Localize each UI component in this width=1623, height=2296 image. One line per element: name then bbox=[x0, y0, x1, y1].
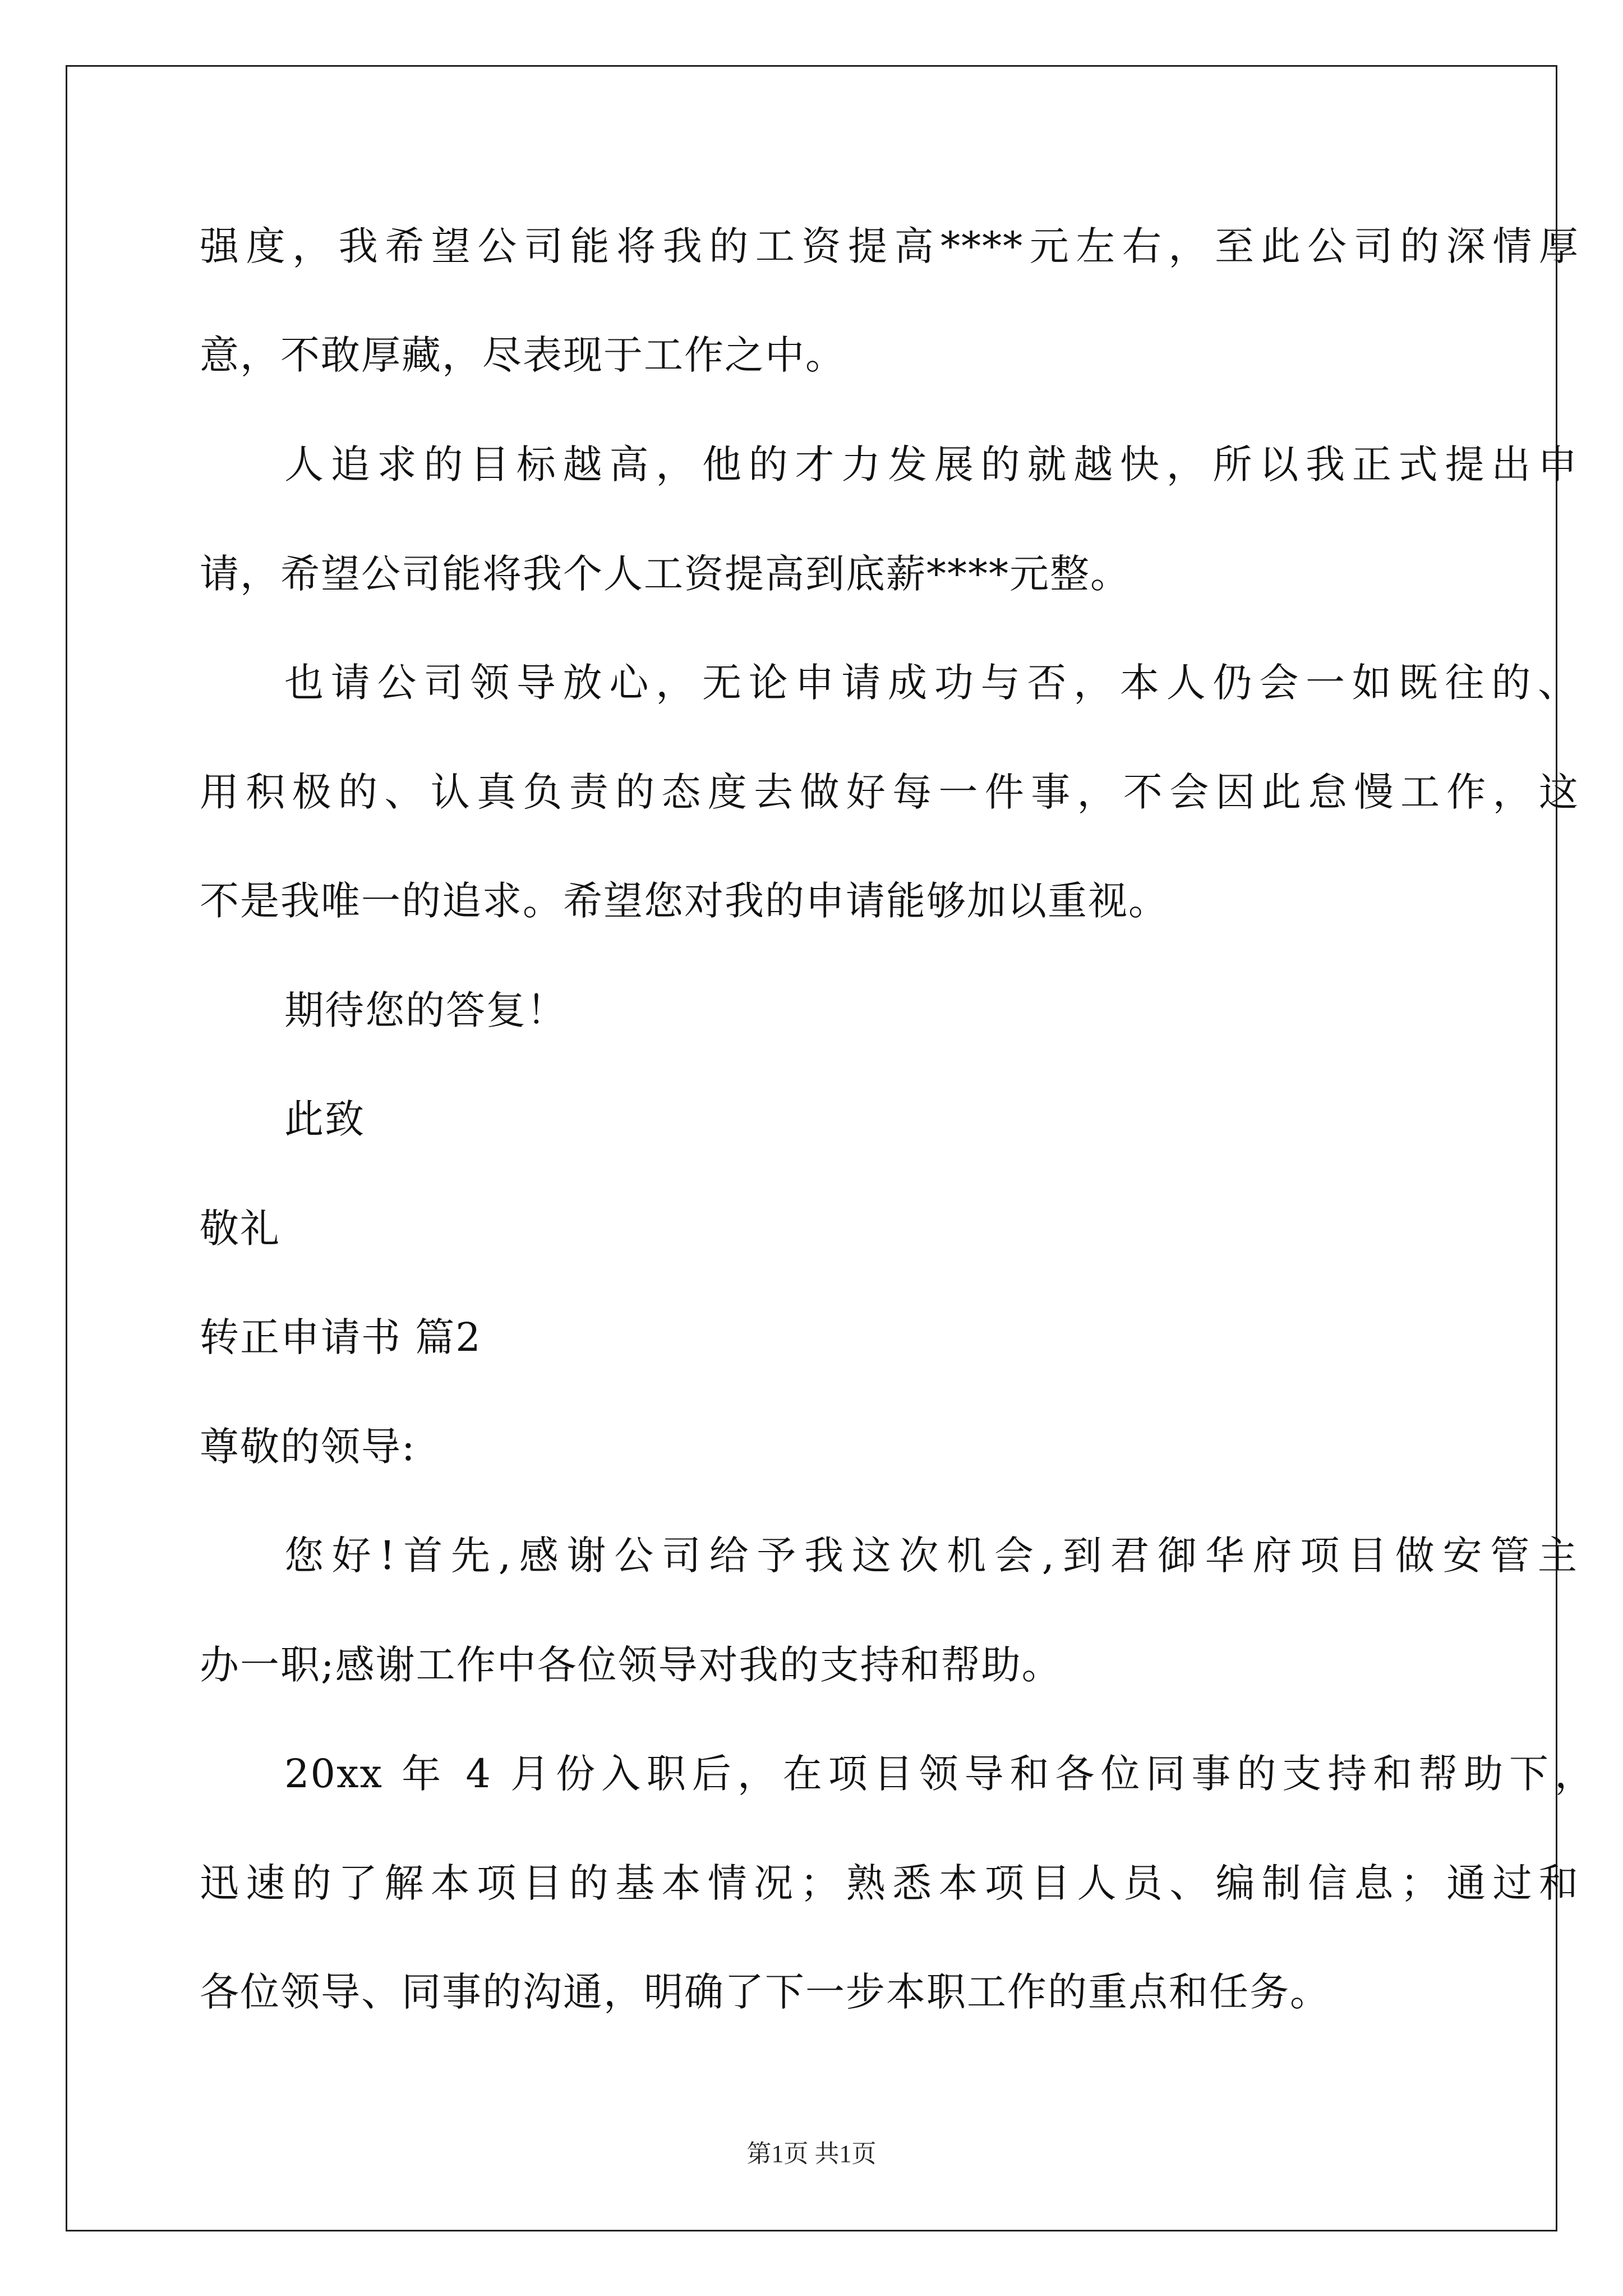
section-heading: 转正申请书 篇2 bbox=[200, 1314, 482, 1360]
body-line-10: 办一职;感谢工作中各位领导对我的支持和帮助。 bbox=[200, 1642, 1062, 1688]
closing-line-2: 敬礼 bbox=[200, 1205, 280, 1251]
body-line-12: 迅速的了解本项目的基本情况；熟悉本项目人员、编制信息；通过和 bbox=[200, 1860, 1579, 1906]
page-footer: 第1页 共1页 bbox=[746, 2140, 877, 2168]
body-line-8: 期待您的答复！ bbox=[284, 987, 567, 1033]
salutation: 尊敬的领导: bbox=[200, 1424, 416, 1470]
body-line-4: 请，希望公司能将我个人工资提高到底薪****元整。 bbox=[200, 551, 1131, 597]
page-border bbox=[66, 65, 1557, 2231]
body-line-2: 意，不敢厚藏，尽表现于工作之中。 bbox=[200, 332, 846, 378]
body-line-1: 强度，我希望公司能将我的工资提高****元左右，至此公司的深情厚 bbox=[200, 223, 1579, 269]
closing-line-1: 此致 bbox=[284, 1096, 365, 1142]
body-line-13: 各位领导、同事的沟通，明确了下一步本职工作的重点和任务。 bbox=[200, 1969, 1330, 2015]
body-line-5: 也请公司领导放心，无论申请成功与否，本人仍会一如既往的、 bbox=[284, 660, 1578, 706]
body-line-9: 您好!首先,感谢公司给予我这次机会,到君御华府项目做安管主 bbox=[284, 1533, 1578, 1579]
body-line-3: 人追求的目标越高，他的才力发展的就越快，所以我正式提出申 bbox=[284, 441, 1578, 487]
body-line-7: 不是我唯一的追求。希望您对我的申请能够加以重视。 bbox=[200, 878, 1169, 924]
body-line-6: 用积极的、认真负责的态度去做好每一件事，不会因此怠慢工作，这 bbox=[200, 769, 1579, 815]
body-line-11: 20xx 年 4 月份入职后，在项目领导和各位同事的支持和帮助下， bbox=[284, 1751, 1595, 1797]
